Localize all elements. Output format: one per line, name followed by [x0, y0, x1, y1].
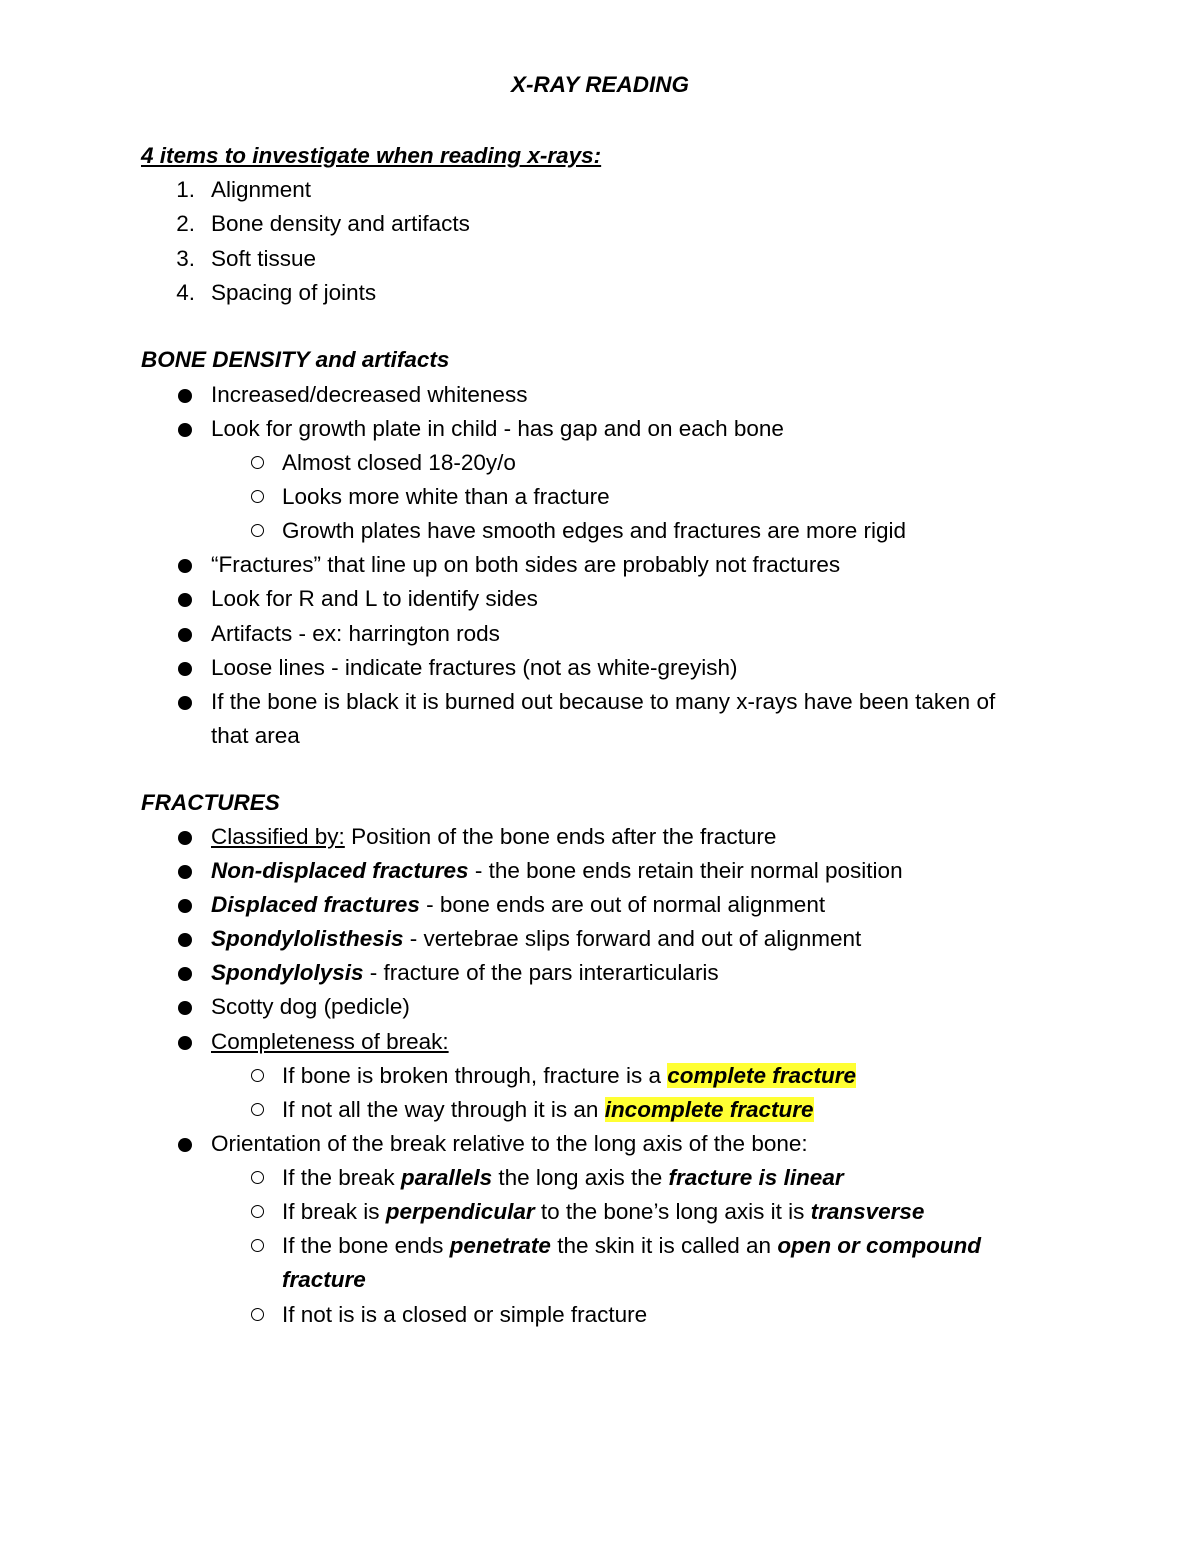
intro-heading: 4 items to investigate when reading x-rays: [141, 143, 602, 168]
bullet-dot-icon [178, 389, 192, 403]
item-number: 1. [176, 177, 195, 202]
item-text: Alignment [211, 177, 312, 202]
bullet-text-continuation: fracture [282, 1267, 366, 1292]
bullet-circle-icon [251, 1239, 264, 1252]
term-label: transverse [810, 1199, 925, 1224]
bullet-text: Look for R and L to identify sides [211, 586, 538, 611]
bullet-circle-icon [251, 456, 264, 469]
bullet-dot-icon [178, 967, 192, 981]
bullet-dot-icon [178, 865, 192, 879]
bullet-circle-icon [251, 490, 264, 503]
bullet-text: Looks more white than a fracture [282, 484, 610, 509]
term-label: parallels [400, 1165, 493, 1190]
bullet-text: Position of the bone ends after the fracture [344, 824, 777, 849]
bullet-text: - fracture of the pars interarticularis [363, 960, 719, 985]
bullet-circle-icon [251, 1171, 264, 1184]
item-text: Bone density and artifacts [211, 211, 470, 236]
bullet-dot-icon [178, 559, 192, 573]
highlighted-term: complete fracture [667, 1063, 857, 1088]
bullet-dot-icon [178, 696, 192, 710]
term-label: fracture is linear [668, 1165, 844, 1190]
bullet-dot-icon [178, 423, 192, 437]
item-text: Soft tissue [211, 246, 317, 271]
bullet-text: If bone is broken through, fracture is a [282, 1063, 668, 1088]
bullet-dot-icon [178, 593, 192, 607]
bullet-text: If the bone is black it is burned out because to many x-rays have been taken of [211, 689, 996, 714]
bullet-dot-icon [178, 933, 192, 947]
bullet-text: Artifacts - ex: harrington rods [211, 621, 500, 646]
bullet-text: Orientation of the break relative to the long axis of the bone: [211, 1131, 808, 1156]
term-label: Displaced fractures [211, 892, 420, 917]
bullet-circle-icon [251, 524, 264, 537]
bullet-text: the skin it is called an [550, 1233, 778, 1258]
bullet-dot-icon [178, 1036, 192, 1050]
term-label: perpendicular [385, 1199, 535, 1224]
bullet-circle-icon [251, 1103, 264, 1116]
bullet-text: Growth plates have smooth edges and fractures are more rigid [282, 518, 907, 543]
bullet-text: - the bone ends retain their normal position [468, 858, 903, 883]
bullet-text: - vertebrae slips forward and out of alignment [403, 926, 862, 951]
bullet-text: If break is [282, 1199, 386, 1224]
term-label: Non-displaced fractures [211, 858, 469, 883]
bullet-dot-icon [178, 1001, 192, 1015]
bullet-text: the long axis the [492, 1165, 669, 1190]
bullet-text: If not all the way through it is an [282, 1097, 605, 1122]
bullet-text: If the bone ends [282, 1233, 450, 1258]
bullet-text: - bone ends are out of normal alignment [419, 892, 826, 917]
section-heading-bone-density: BONE DENSITY and artifacts [141, 347, 450, 372]
bullet-circle-icon [251, 1205, 264, 1218]
term-label: Spondylolysis [211, 960, 364, 985]
bullet-text: “Fractures” that line up on both sides are probably not fractures [211, 552, 841, 577]
term-label: open or compound [777, 1233, 982, 1258]
item-number: 4. [176, 280, 195, 305]
bullet-text: If not is is a closed or simple fracture [282, 1302, 648, 1327]
bullet-dot-icon [178, 1138, 192, 1152]
bullet-text: Scotty dog (pedicle) [211, 994, 410, 1019]
item-number: 2. [176, 211, 195, 236]
bullet-circle-icon [251, 1069, 264, 1082]
bullet-dot-icon [178, 628, 192, 642]
bullet-text: Increased/decreased whiteness [211, 382, 528, 407]
bullet-dot-icon [178, 662, 192, 676]
highlighted-term: incomplete fracture [604, 1097, 814, 1122]
term-label: penetrate [449, 1233, 551, 1258]
bullet-dot-icon [178, 831, 192, 845]
term-label: Classified by: [211, 824, 345, 849]
document-title: X-RAY READING [511, 72, 689, 97]
bullet-dot-icon [178, 899, 192, 913]
bullet-circle-icon [251, 1308, 264, 1321]
term-label: Spondylolisthesis [211, 926, 404, 951]
section-heading-fractures: FRACTURES [141, 790, 280, 815]
item-number: 3. [176, 246, 195, 271]
bullet-text: If the break [282, 1165, 401, 1190]
bullet-text: Look for growth plate in child - has gap and on each bone [211, 416, 784, 441]
bullet-text: to the bone’s long axis it is [534, 1199, 811, 1224]
bullet-text: Almost closed 18-20y/o [282, 450, 516, 475]
item-text: Spacing of joints [211, 280, 377, 305]
term-label: Completeness of break: [211, 1029, 449, 1054]
bullet-text: Loose lines - indicate fractures (not as white-greyish) [211, 655, 738, 680]
bullet-text-continuation: that area [211, 723, 300, 748]
